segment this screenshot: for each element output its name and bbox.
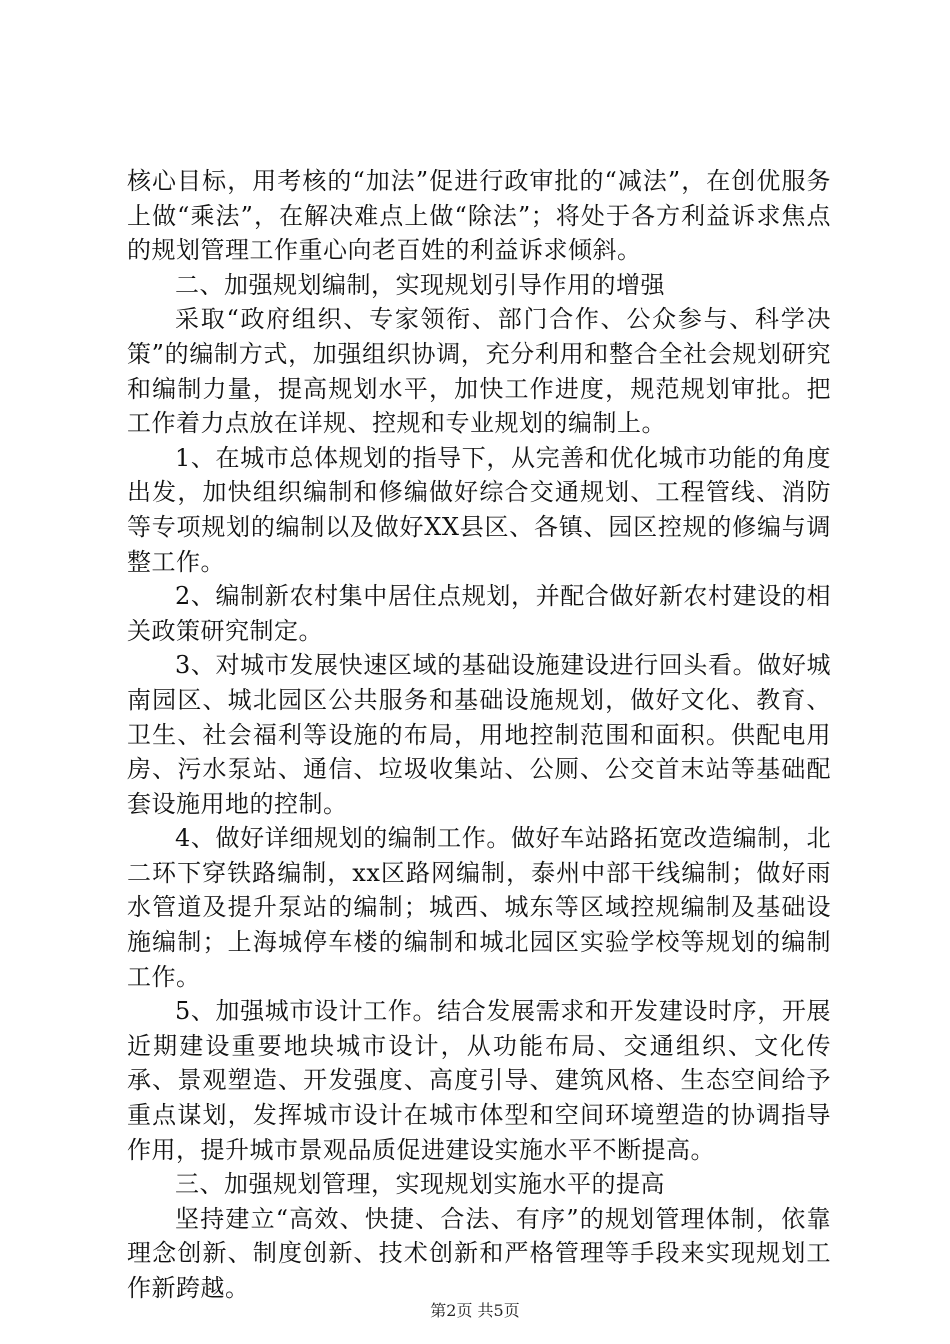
paragraph-item-2: 2、编制新农村集中居住点规划，并配合做好新农村建设的相关政策研究制定。 (127, 582, 831, 645)
paragraph-item-4: 4、做好详细规划的编制工作。做好车站路拓宽改造编制，北二环下穿铁路编制，xx区路网编制，泰州中部干线编制；做好雨水管道及提升泵站的编制；城西、城东等区域控规编制及基础设施编制；上海城停车楼的编制和城北园区实验学校等规划的编制工作。 (127, 824, 831, 991)
section-heading-3: 三、加强规划管理，实现规划实施水平的提高 (175, 1170, 665, 1199)
document-body (127, 164, 831, 1306)
section-heading-2: 二、加强规划编制，实现规划引导作用的增强 (175, 270, 665, 299)
paragraph-management-system: 坚持建立“高效、快捷、合法、有序”的规划管理体制，依靠理念创新、制度创新、技术创新和严格管理等手段来实现规划工作新跨越。 (127, 1204, 831, 1302)
paragraph-planning-method: 采取“政府组织、专家领衔、部门合作、公众参与、科学决策”的编制方式，加强组织协调，充分利用和整合全社会规划研究和编制力量，提高规划水平，加快工作进度，规范规划审批。把工作着力点放在详规、控规和专业规划的编制上。 (127, 305, 831, 438)
paragraph-core-goals: 核心目标，用考核的“加法”促进行政审批的“减法”，在创优服务上做“乘法”，在解决难点上做“除法”；将处于各方利益诉求焦点的规划管理工作重心向老百姓的利益诉求倾斜。 (127, 167, 831, 265)
paragraph-item-1: 1、在城市总体规划的指导下，从完善和优化城市功能的角度出发，加快组织编制和修编做好综合交通规划、工程管线、消防等专项规划的编制以及做好XX县区、各镇、园区控规的修编与调整工作。 (127, 443, 831, 576)
paragraph-item-3: 3、对城市发展快速区域的基础设施建设进行回头看。做好城南园区、城北园区公共服务和基础设施规划，做好文化、教育、卫生、社会福利等设施的布局，用地控制范围和面积。供配电用房、污水泵站、通信、垃圾收集站、公厕、公交首末站等基础配套设施用地的控制。 (127, 651, 831, 818)
paragraph-item-5: 5、加强城市设计工作。结合发展需求和开发建设时序，开展近期建设重要地块城市设计，从功能布局、交通组织、文化传承、景观塑造、开发强度、高度引导、建筑风格、生态空间给予重点谋划，发挥城市设计在城市体型和空间环境塑造的协调指导作用，提升城市景观品质促进建设实施水平不断提高。 (127, 997, 831, 1164)
page-number-footer: 第2页 共5页 (430, 1301, 520, 1320)
